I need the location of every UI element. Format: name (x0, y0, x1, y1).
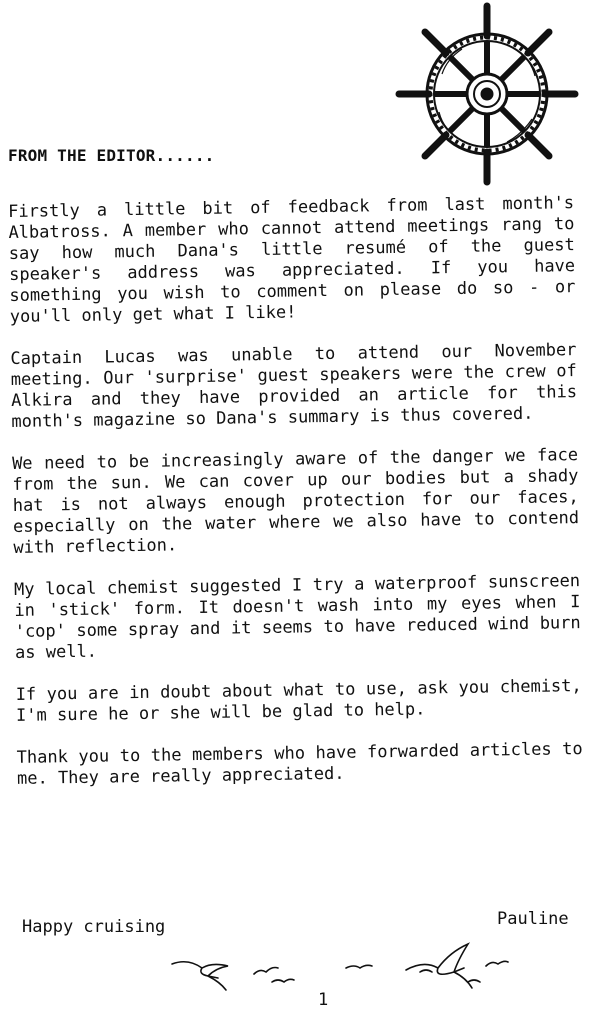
closing-line: Happy cruising (22, 917, 166, 937)
editorial-heading: FROM THE EDITOR...... (8, 146, 215, 165)
paragraph-ask-chemist: If you are in doubt about what to use, ask you chemist, I'm sure he or she will be glad to help. (15, 676, 582, 726)
page-number: 1 (318, 990, 329, 1010)
paragraph-guest-speakers: Captain Lucas was unable to attend our November meeting. Our 'surprise' guest speakers were the crew of Alkira and they have provided an article for this month's magazine so Dana's summary is thus covered. (10, 340, 578, 432)
paragraph-feedback: Firstly a little bit of feedback from last month's Albatross. A member who cannot attend meetings rang to say how much Dana's little resumé of the guest speaker's address was appreciated. If you have something you wish to comment on please do so - or you'll only get what I like! (8, 193, 576, 327)
editorial-body (8, 193, 583, 790)
ships-wheel-icon (392, 2, 582, 192)
paragraph-sunscreen: My local chemist suggested I try a waterproof sunscreen in 'stick' form. It doesn't wash into my eyes when I 'cop' some spray and it seems to have reduced wind burn as well. (13, 571, 581, 663)
seagulls-illustration (168, 938, 513, 998)
paragraph-sun-danger: We need to be increasingly aware of the danger we face from the sun. We can cover up our bodies but a shady hat is not always enough protection for our faces, especially on the water where we also have to contend with reflection. (11, 445, 580, 558)
signature-name: Pauline (497, 909, 569, 929)
paragraph-thanks: Thank you to the members who have forwarded articles to me. They are really appreciated. (16, 739, 583, 789)
